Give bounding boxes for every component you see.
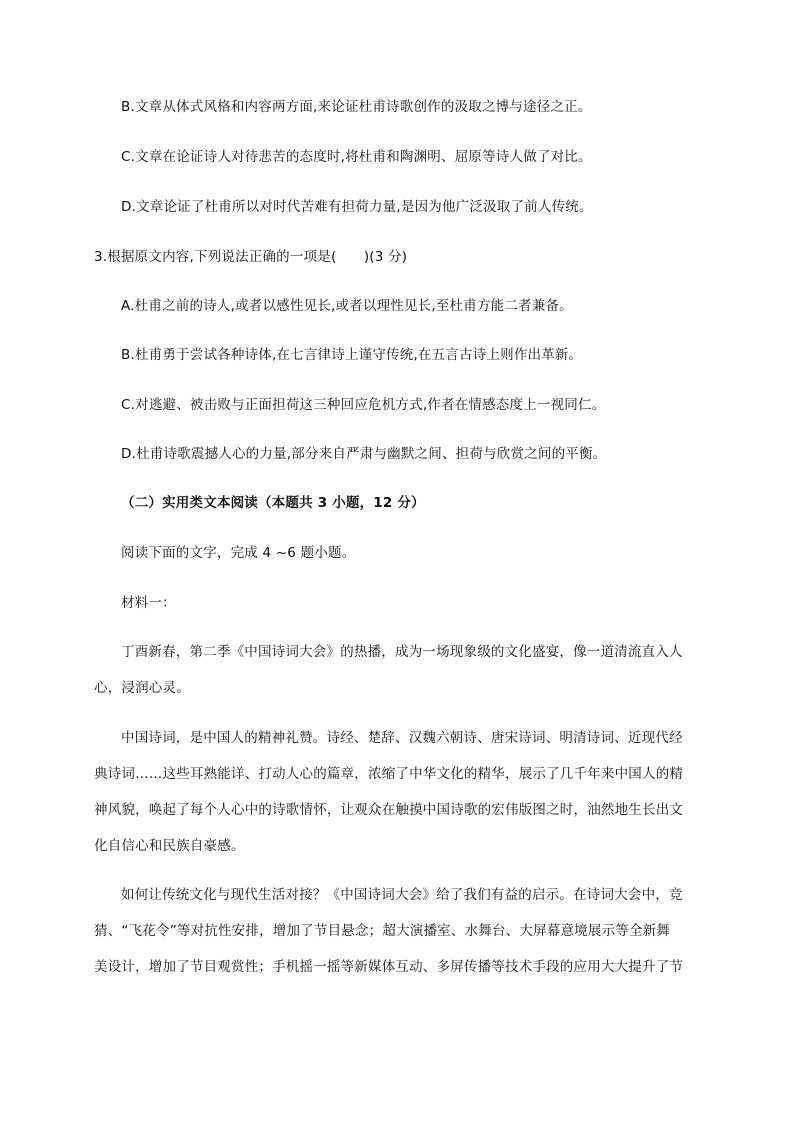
q3-option-b: B.杜甫勇于尝试各种诗体,在七言律诗上谨守传统,在五言古诗上则作出革新。 [121,347,583,363]
paragraph-3-line-1: 如何让传统文化与现代生活对接？《中国诗词大会》给了我们有益的启示。在诗词大会中，竞 [121,887,683,903]
q3-option-c: C.对逃避、被击败与正面担荷这三种回应危机方式,作者在情感态度上一视同仁。 [121,397,606,413]
paragraph-2-line-4: 化自信心和民族自豪感。 [94,838,245,854]
paragraph-2-line-1: 中国诗词，是中国人的精神礼赞。诗经、楚辞、汉魏六朝诗、唐宋诗词、明清诗词、近现代经 [121,730,683,746]
q3-option-a: A.杜甫之前的诗人,或者以感性见长,或者以理性见长,至杜甫方能二者兼备。 [121,298,573,314]
q2-option-d: D.文章论证了杜甫所以对时代苦难有担荷力量,是因为他广泛汲取了前人传统。 [121,199,593,215]
q2-option-c: C.文章在论证诗人对待悲苦的态度时,将杜甫和陶渊明、屈原等诗人做了对比。 [121,149,592,165]
section-instruction: 阅读下面的文字，完成 4 ~6 题小题。 [121,545,356,561]
q2-option-b: B.文章从体式风格和内容两方面,来论证杜甫诗歌创作的汲取之博与途径之正。 [121,99,592,115]
paragraph-3-line-2: 猜、“飞花令”等对抗性安排，增加了节目悬念；超大演播室、水舞台、大屏幕意境展示等全新舞 [94,923,671,939]
paragraph-1-line-2: 心，浸润心灵。 [94,680,190,696]
q3-stem: 3.根据原文内容,下列说法正确的一项是( )(3 分) [94,249,408,265]
q3-option-d: D.杜甫诗歌震撼人心的力量,部分来自严肃与幽默之间、担荷与欣赏之间的平衡。 [121,446,607,462]
material-label: 材料一： [121,595,176,611]
paragraph-1-line-1: 丁酉新春，第二季《中国诗词大会》的热播，成为一场现象级的文化盛宴，像一道清流直入人 [121,644,683,660]
paragraph-3-line-3: 美设计，增加了节目观赏性；手机摇一摇等新媒体互动、多屏传播等技术手段的应用大大提升了节 [94,959,684,975]
paragraph-2-line-2: 典诗词……这些耳熟能详、打动人心的篇章，浓缩了中华文化的精华，展示了几千年来中国人的精 [94,766,684,782]
section-heading: （二）实用类文本阅读（本题共 3 小题，12 分） [121,495,425,511]
paragraph-2-line-3: 神风貌，唤起了每个人心中的诗歌情怀，让观众在触摸中国诗歌的宏伟版图之时，油然地生长出文 [94,802,684,818]
